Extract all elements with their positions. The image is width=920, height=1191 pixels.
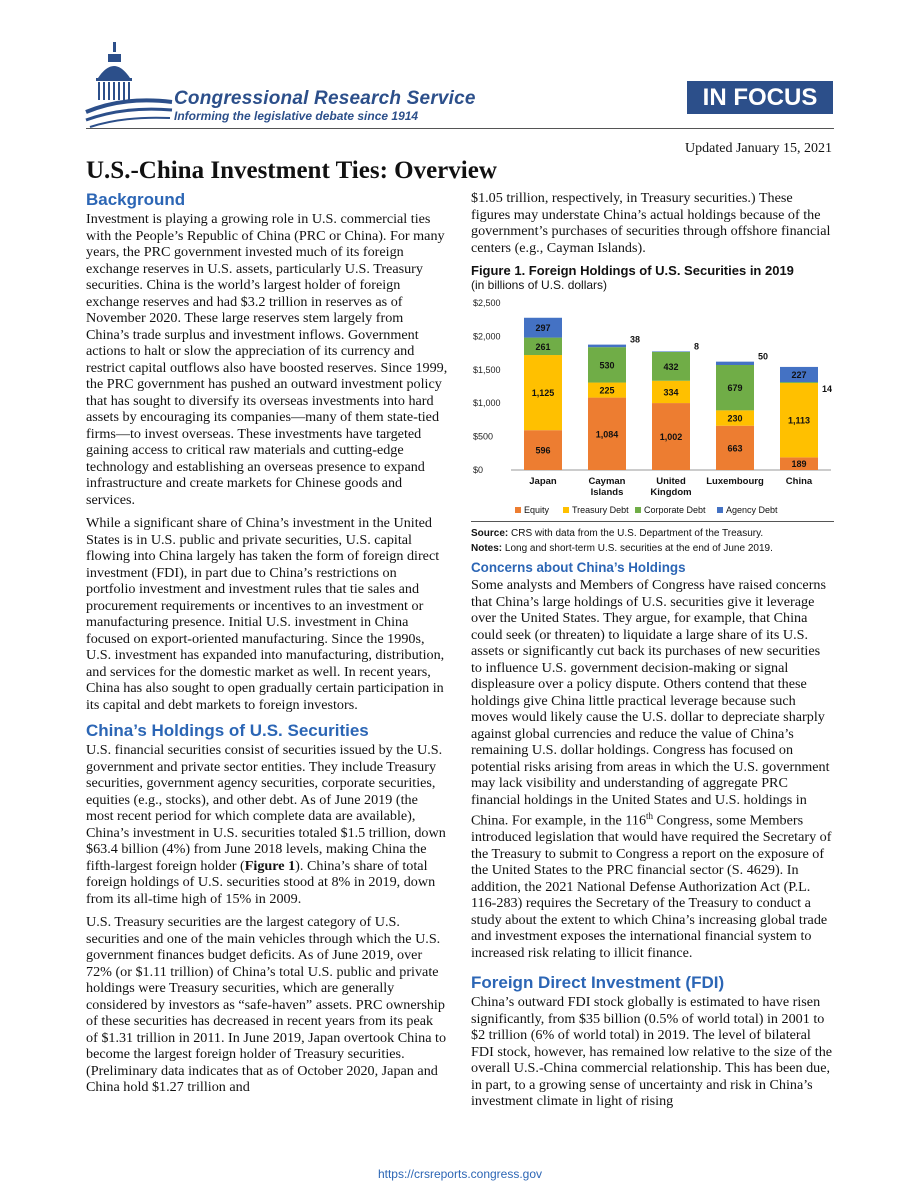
x-tick-label: Luxembourg	[706, 476, 764, 487]
data-label: 1,084	[595, 429, 619, 440]
legend-label: Treasury Debt	[572, 505, 629, 515]
holdings-p1-text-a: U.S. financial securities consist of securities issued by the U.S. government and private sector entities. They include Treasury securities, government agency securities, corporate securities, equities (e.g., stocks), and other debt. As of June 2019 (the most recent period for which complete data are available), China’s investment in U.S. securities totaled $1.5 trillion, down $63.4 billion (4%) from June 2018 levels, making China the fifth-largest foreign holder (	[86, 742, 446, 874]
background-paragraph-2: While a significant share of China’s investment in the United States is in U.S. public and private securities, U.S. capital flowing into China largely has taken the form of foreign direct investment (FDI), in part due to China’s restrictions on portfolio investment and investment rules that tie sales and procurement requirements or incentives to an investment or manufacturing presence. Initial U.S. investment in China focused on export-oriented manufacturing. Since the 1990s, U.S. investment has expanded into manufacturing, distribution, and services for the domestic market as well. In recent years, China has also sought to open gradually certain participation in its capital and debt markets to foreign investors.	[86, 515, 445, 713]
data-label: 1,125	[531, 388, 555, 399]
bar-segment	[716, 362, 754, 365]
source-text: CRS with data from the U.S. Department of the Treasury.	[511, 528, 764, 539]
x-tick-label: Japan	[529, 476, 557, 487]
legend-swatch	[515, 507, 521, 513]
section-heading-fdi: Foreign Direct Investment (FDI)	[471, 973, 725, 993]
data-label: 432	[663, 361, 679, 372]
data-label: 679	[727, 383, 743, 394]
figure-source	[471, 526, 834, 541]
y-tick-label: $0	[473, 465, 484, 475]
notes-text: Long and short-term U.S. securities at the end of June 2019.	[504, 543, 773, 554]
legend-swatch	[635, 507, 641, 513]
data-label: 530	[599, 360, 615, 371]
in-focus-badge: IN FOCUS	[687, 81, 833, 114]
header-divider	[86, 128, 834, 129]
data-label: 230	[727, 413, 743, 424]
x-tick-label: Cayman	[588, 476, 626, 487]
legend-swatch	[717, 507, 723, 513]
x-tick-label: China	[785, 476, 813, 487]
section-heading-background: Background	[86, 190, 186, 209]
x-tick-label: United	[656, 476, 686, 487]
page-title: U.S.-China Investment Ties: Overview	[86, 157, 497, 184]
concerns-p1-text-a: Some analysts and Members of Congress have raised concerns that China’s large holdings of U.S. securities give it leverage over the United States. They argue, for example, that China could seek (or threaten) to liquidate a large share of its U.S. assets or significantly cut back its purchases of new securities to influence U.S. government decision-making or signal displeasure over a policy dispute. Others contend that these holdings give China little practical leverage because such moves would likely cause the U.S. dollar to depreciate sharply against global currencies and reduce the value of China’s remaining U.S. dollar holdings. Congress has focused on potential risks arising from areas in which the U.S. government may lack visibility and understanding of aggregate PRC financial holdings in the United States and U.S. holdings in China. For example, in the 116	[471, 577, 830, 829]
y-tick-label: $1,500	[473, 364, 501, 375]
chart-container	[471, 295, 834, 522]
y-tick-label: $2,500	[473, 298, 501, 308]
data-label-outside: 50	[758, 351, 769, 362]
bar-segment	[588, 345, 626, 348]
updated-date: Updated January 15, 2021	[685, 141, 832, 156]
data-label: 1,113	[787, 415, 811, 426]
holdings-paragraph-2-continued: $1.05 trillion, respectively, in Treasury securities.) These figures may understate China’s actual holdings because of the government’s purchases of securities through offshore financial centers (e.g., Cayman Islands).	[471, 190, 831, 256]
data-label: 596	[535, 445, 551, 456]
capitol-dome-logo-icon	[84, 40, 174, 128]
data-label: 189	[791, 459, 807, 470]
holdings-paragraph-2: U.S. Treasury securities are the largest category of U.S. securities and one of the main vehicles through which the U.S. government finances budget deficits. As of June 2019, over 72% (or $1.11 trillion) of China’s total U.S. public and private holdings were Treasury securities, which are generally considered by investors as “safe-haven” assets. PRC ownership of these securities has decreased in recent years from its peak of $1.31 trillion in 2011. In June 2019, Japan overtook China to become the largest foreign holder of Treasury securities. (Preliminary data indicates that as of October 2020, Japan and China hold $1.27 trillion and	[86, 914, 447, 1095]
figure-title: Figure 1. Foreign Holdings of U.S. Securities in 2019	[471, 263, 794, 278]
data-label-outside: 38	[630, 334, 641, 345]
y-tick-label: $2,000	[473, 331, 501, 342]
legend-label: Equity	[524, 505, 550, 515]
figure-1-reference-link[interactable]: Figure 1	[244, 857, 296, 874]
bar-segment	[780, 382, 818, 383]
right-column	[471, 190, 834, 1117]
bar-segment	[652, 351, 690, 352]
source-label: Source:	[471, 528, 509, 539]
data-label-outside: 8	[694, 341, 700, 352]
holdings-paragraph-1	[86, 742, 448, 907]
fdi-paragraph-1: China’s outward FDI stock globally is estimated to have risen significantly, from $35 billion (0.5% of world total) in 2001 to $2 trillion (6% of world total) in 2019. The level of bilateral FDI stock, however, has remained low relative to the size of the overall U.S.-China commercial relationship. This has been due, in part, to a growing sense of uncertainty and risk in China’s investment climate in light of rising	[471, 994, 833, 1110]
section-heading-concerns: Concerns about China’s Holdings	[471, 560, 686, 575]
footer-url-link[interactable]: https://crsreports.congress.gov	[377, 1167, 543, 1181]
data-label: 261	[535, 341, 551, 352]
concerns-p1-text-b: Congress, some Members introduced legislation that would have required the Secretary of the Treasury to submit to Congress a report on the exposure of the United States to the PRC financial sector (S. 4629). In addition, the 2021 National Defense Authorization Act (P.L. 116-283) requires the Secretary of the Treasury to conduct a study about the extent to which China’s increasing global trade and investment exposes the international financial system to increased risk relating to illicit finance.	[471, 812, 832, 961]
figure-notes	[471, 541, 834, 556]
org-tagline: Informing the legislative debate since 1914	[174, 109, 419, 123]
left-column	[86, 190, 448, 1103]
data-label: 1,002	[659, 432, 683, 443]
x-tick-label: Kingdom	[650, 487, 692, 498]
legend-swatch	[563, 507, 569, 513]
holdings-bar-chart	[471, 295, 834, 521]
notes-label: Notes:	[471, 543, 503, 554]
figure-subtitle: (in billions of U.S. dollars)	[471, 278, 608, 292]
data-label: 225	[599, 385, 615, 396]
data-label: 297	[535, 323, 551, 334]
x-tick-label: Islands	[590, 487, 624, 498]
data-label: 334	[663, 387, 679, 398]
section-heading-holdings: China’s Holdings of U.S. Securities	[86, 721, 369, 740]
y-tick-label: $500	[473, 431, 494, 442]
org-name: Congressional Research Service	[174, 88, 476, 109]
legend-label: Agency Debt	[726, 505, 778, 515]
background-paragraph-1: Investment is playing a growing role in U.S. commercial ties with the People’s Republic of China (PRC or China). For many years, the PRC government invested much of its foreign exchange reserves in U.S. assets, particularly U.S. Treasury securities. China is the world’s largest holder of foreign exchange reserves and had $3.2 trillion in reserves as of November 2020. These large reserves stem largely from China’s trade surplus and investment inflows. Government actions to halt or slow the appreciation of its currency and restrict capital outflows also have boosted reserves. Since 1999, the PRC government has pushed an outward investment policy that has sought to diversify its overseas investments into hard assets by encouraging its companies—many of them state-tied firms—to invest overseas. These investments have targeted gaining access to critical raw materials and cutting-edge technology and establishing an overseas presence to expand infrastructure and create markets for Chinese goods and services.	[86, 211, 448, 508]
data-label-outside: 14	[822, 384, 833, 395]
concerns-paragraph-1	[471, 577, 834, 961]
data-label: 227	[791, 370, 807, 381]
y-tick-label: $1,000	[473, 398, 501, 409]
data-label: 663	[727, 443, 743, 454]
ordinal-superscript: th	[646, 811, 654, 821]
holdings-p1-text-b: ). China’s share of total foreign holdings of U.S. securities stood at 8% in 2019, down from its all-time high of 15% in 2009.	[86, 857, 436, 907]
legend-label: Corporate Debt	[644, 505, 706, 515]
